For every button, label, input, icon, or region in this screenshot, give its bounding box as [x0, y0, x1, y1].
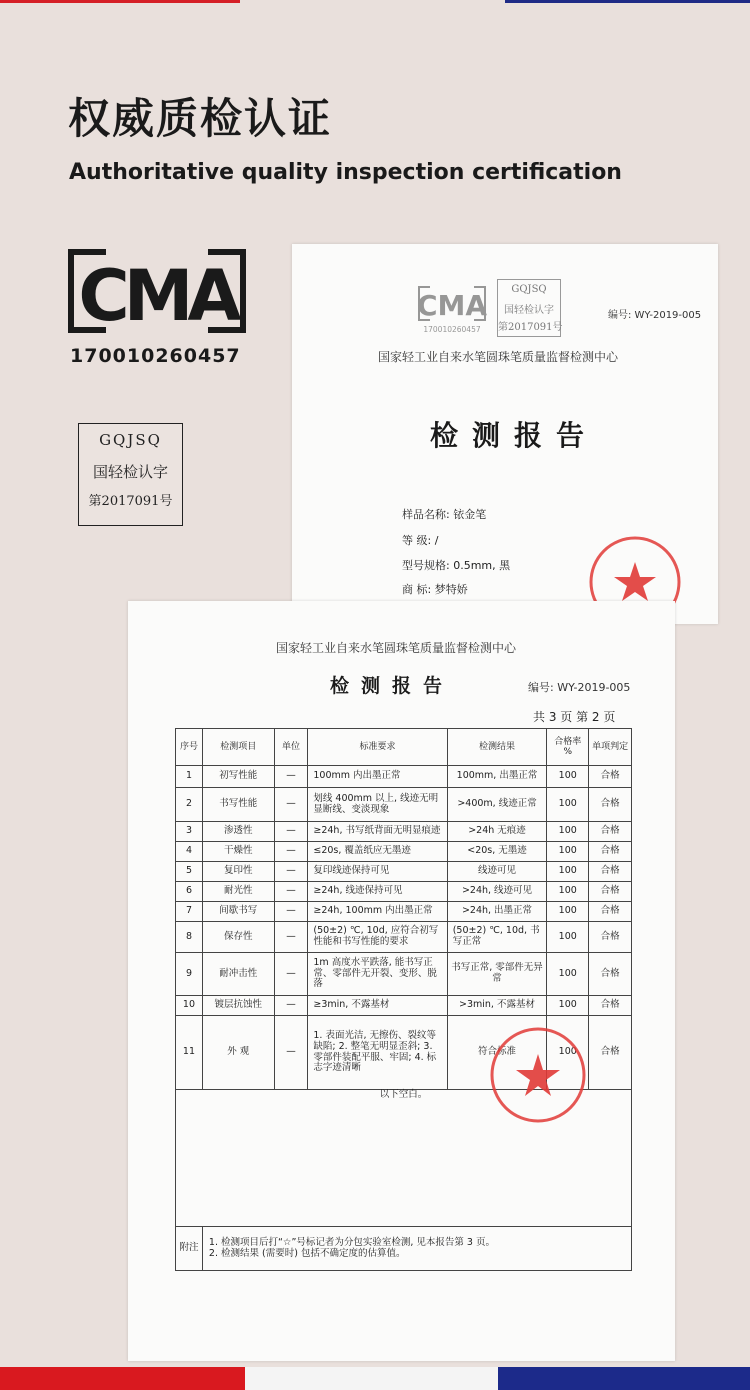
svg-text:170010260457: 170010260457	[423, 325, 481, 334]
note-label: 附注	[176, 1227, 203, 1271]
table-cell: 100	[547, 788, 589, 822]
doc-gqjsq-stamp: GQJSQ 国轻检认字 第2017091号	[497, 279, 561, 337]
results-center-name: 国家轻工业自来水笔圆珠笔质量监督检测中心	[276, 641, 517, 655]
bottom-white-band	[245, 1367, 498, 1390]
results-title: 检测报告	[330, 675, 455, 697]
table-header-cell: 检测结果	[447, 729, 547, 766]
results-table	[175, 728, 632, 1271]
bottom-blue-band	[498, 1367, 750, 1390]
table-cell: 100	[547, 862, 589, 882]
cover-field-sample: 样品名称: 铱金笔	[402, 508, 487, 521]
gqjsq-authority: 国轻检认字	[92, 463, 168, 481]
gqjsq-number: 第2017091号	[88, 494, 173, 509]
table-cell: 镀层抗蚀性	[202, 996, 274, 1016]
table-row	[176, 822, 632, 842]
table-cell: 初写性能	[202, 766, 274, 788]
note-text: 1. 检测项目后打“☆”号标记者为分包实验室检测, 见本报告第 3 页。 2. 检测结果 (需要时) 包括不确定度的估算值。	[202, 1227, 631, 1271]
table-note-row	[176, 1227, 632, 1271]
table-cell: 4	[176, 842, 203, 862]
table-cell: —	[274, 996, 308, 1016]
table-cell: 书写正常, 零部件无异常	[447, 953, 547, 996]
table-row	[176, 922, 632, 953]
table-cell: ≥24h, 线迹保持可见	[308, 882, 447, 902]
table-cell: 耐冲击性	[202, 953, 274, 996]
table-cell: 100mm 内出墨正常	[308, 766, 447, 788]
table-cell: >24h, 出墨正常	[447, 902, 547, 922]
table-cell: 100	[547, 822, 589, 842]
table-header-cell: 序号	[176, 729, 203, 766]
table-cell: 复印线迹保持可见	[308, 862, 447, 882]
cover-field-grade: 等 级: /	[402, 534, 439, 547]
cma-number: 170010260457	[70, 345, 241, 367]
table-cell: 合格	[589, 822, 632, 842]
cover-field-brand: 商 标: 梦特娇	[402, 583, 468, 596]
table-cell: 7	[176, 902, 203, 922]
table-cell: 100	[547, 996, 589, 1016]
table-cell: 1	[176, 766, 203, 788]
table-cell: 渗透性	[202, 822, 274, 842]
report-cover-document	[292, 244, 718, 624]
table-cell: 合格	[589, 902, 632, 922]
cover-center-name: 国家轻工业自来水笔圆珠笔质量监督检测中心	[378, 350, 619, 364]
report-results-document	[128, 601, 675, 1361]
table-cell: 100	[547, 902, 589, 922]
table-cell: ≤20s, 覆盖纸应无墨迹	[308, 842, 447, 862]
cover-field-model: 型号规格: 0.5mm, 黑	[402, 559, 511, 572]
table-header-cell: 标准要求	[308, 729, 447, 766]
table-cell: 100	[547, 882, 589, 902]
table-cell: —	[274, 922, 308, 953]
table-cell: 合格	[589, 842, 632, 862]
table-header-cell: 合格率 %	[547, 729, 589, 766]
table-cell: >400m, 线迹正常	[447, 788, 547, 822]
table-cell: —	[274, 902, 308, 922]
cover-title: 检测报告	[430, 419, 599, 452]
table-cell: (50±2) ℃, 10d, 书写正常	[447, 922, 547, 953]
table-cell: 合格	[589, 788, 632, 822]
table-row	[176, 766, 632, 788]
results-page-indicator: 共 3 页 第 2 页	[533, 710, 616, 724]
table-cell: ≥24h, 100mm 内出墨正常	[308, 902, 447, 922]
table-cell: —	[274, 953, 308, 996]
table-cell: 书写性能	[202, 788, 274, 822]
table-cell: 100	[547, 842, 589, 862]
cma-logo-icon	[66, 246, 248, 336]
table-cell: 合格	[589, 882, 632, 902]
table-row	[176, 953, 632, 996]
table-row	[176, 882, 632, 902]
table-cell: 保存性	[202, 922, 274, 953]
table-cell: (50±2) ℃, 10d, 应符合初写性能和书写性能的要求	[308, 922, 447, 953]
table-cell: 干燥性	[202, 842, 274, 862]
cma-logo-text: CMA	[78, 255, 236, 336]
table-cell: —	[274, 842, 308, 862]
table-cell: 耐光性	[202, 882, 274, 902]
doc-cma-logo-icon	[416, 284, 488, 336]
table-cell: ≥24h, 书写纸背面无明显痕迹	[308, 822, 447, 842]
table-cell: 合格	[589, 996, 632, 1016]
table-cell: —	[274, 766, 308, 788]
table-row	[176, 842, 632, 862]
table-cell: 划线 400mm 以上, 线迹无明显断线、变淡现象	[308, 788, 447, 822]
table-cell: 外 观	[202, 1016, 274, 1090]
table-cell: 合格	[589, 953, 632, 996]
table-row	[176, 788, 632, 822]
table-cell: 3	[176, 822, 203, 842]
results-report-number: 编号: WY-2019-005	[528, 681, 631, 694]
table-cell: 100	[547, 766, 589, 788]
table-cell: 5	[176, 862, 203, 882]
blank-note: 以下空白。	[176, 1090, 632, 1227]
table-cell: 间歇书写	[202, 902, 274, 922]
table-cell: 8	[176, 922, 203, 953]
table-cell: 2	[176, 788, 203, 822]
table-cell: 100	[547, 953, 589, 996]
table-cell: 合格	[589, 766, 632, 788]
gqjsq-certificate-box	[78, 423, 183, 526]
table-cell: 1. 表面光洁, 无擦伤、裂纹等缺陷; 2. 整笔无明显歪斜; 3. 零部件装配平服、牢固; 4. 标志字迹清晰	[308, 1016, 447, 1090]
table-cell: 10	[176, 996, 203, 1016]
table-cell: 线迹可见	[447, 862, 547, 882]
table-cell: ≥3min, 不露基材	[308, 996, 447, 1016]
table-cell: 11	[176, 1016, 203, 1090]
top-blue-accent	[505, 0, 750, 3]
bottom-red-band	[0, 1367, 245, 1390]
table-cell: 100	[547, 922, 589, 953]
table-cell: —	[274, 862, 308, 882]
table-cell: 6	[176, 882, 203, 902]
table-row	[176, 862, 632, 882]
table-header-cell: 单位	[274, 729, 308, 766]
table-header-cell: 检测项目	[202, 729, 274, 766]
table-cell: —	[274, 1016, 308, 1090]
table-cell: 100	[547, 1016, 589, 1090]
cover-report-number: 编号: WY-2019-005	[608, 310, 702, 321]
table-cell: 合格	[589, 862, 632, 882]
table-cell: —	[274, 882, 308, 902]
table-cell: 100mm, 出墨正常	[447, 766, 547, 788]
table-cell: >24h 无痕迹	[447, 822, 547, 842]
gqjsq-code: GQJSQ	[99, 431, 162, 449]
table-cell: —	[274, 788, 308, 822]
table-header-row	[176, 729, 632, 766]
table-row	[176, 902, 632, 922]
table-cell: 复印性	[202, 862, 274, 882]
table-row	[176, 996, 632, 1016]
table-cell: —	[274, 822, 308, 842]
svg-text:CMA: CMA	[416, 289, 488, 322]
table-cell: 1m 高度水平跌落, 能书写正常、零部件无开裂、变形、脱落	[308, 953, 447, 996]
table-cell: 合格	[589, 1016, 632, 1090]
table-cell: >3min, 不露基材	[447, 996, 547, 1016]
table-cell: 9	[176, 953, 203, 996]
table-cell: 符合标准	[447, 1016, 547, 1090]
top-red-accent	[0, 0, 240, 3]
table-cell: >24h, 线迹可见	[447, 882, 547, 902]
table-cell: <20s, 无墨迹	[447, 842, 547, 862]
page-title: 权威质检认证	[68, 94, 333, 143]
table-header-cell: 单项判定	[589, 729, 632, 766]
table-cell: 合格	[589, 922, 632, 953]
page-subtitle: Authoritative quality inspection certification	[69, 160, 622, 185]
red-seal-icon	[488, 1025, 588, 1125]
